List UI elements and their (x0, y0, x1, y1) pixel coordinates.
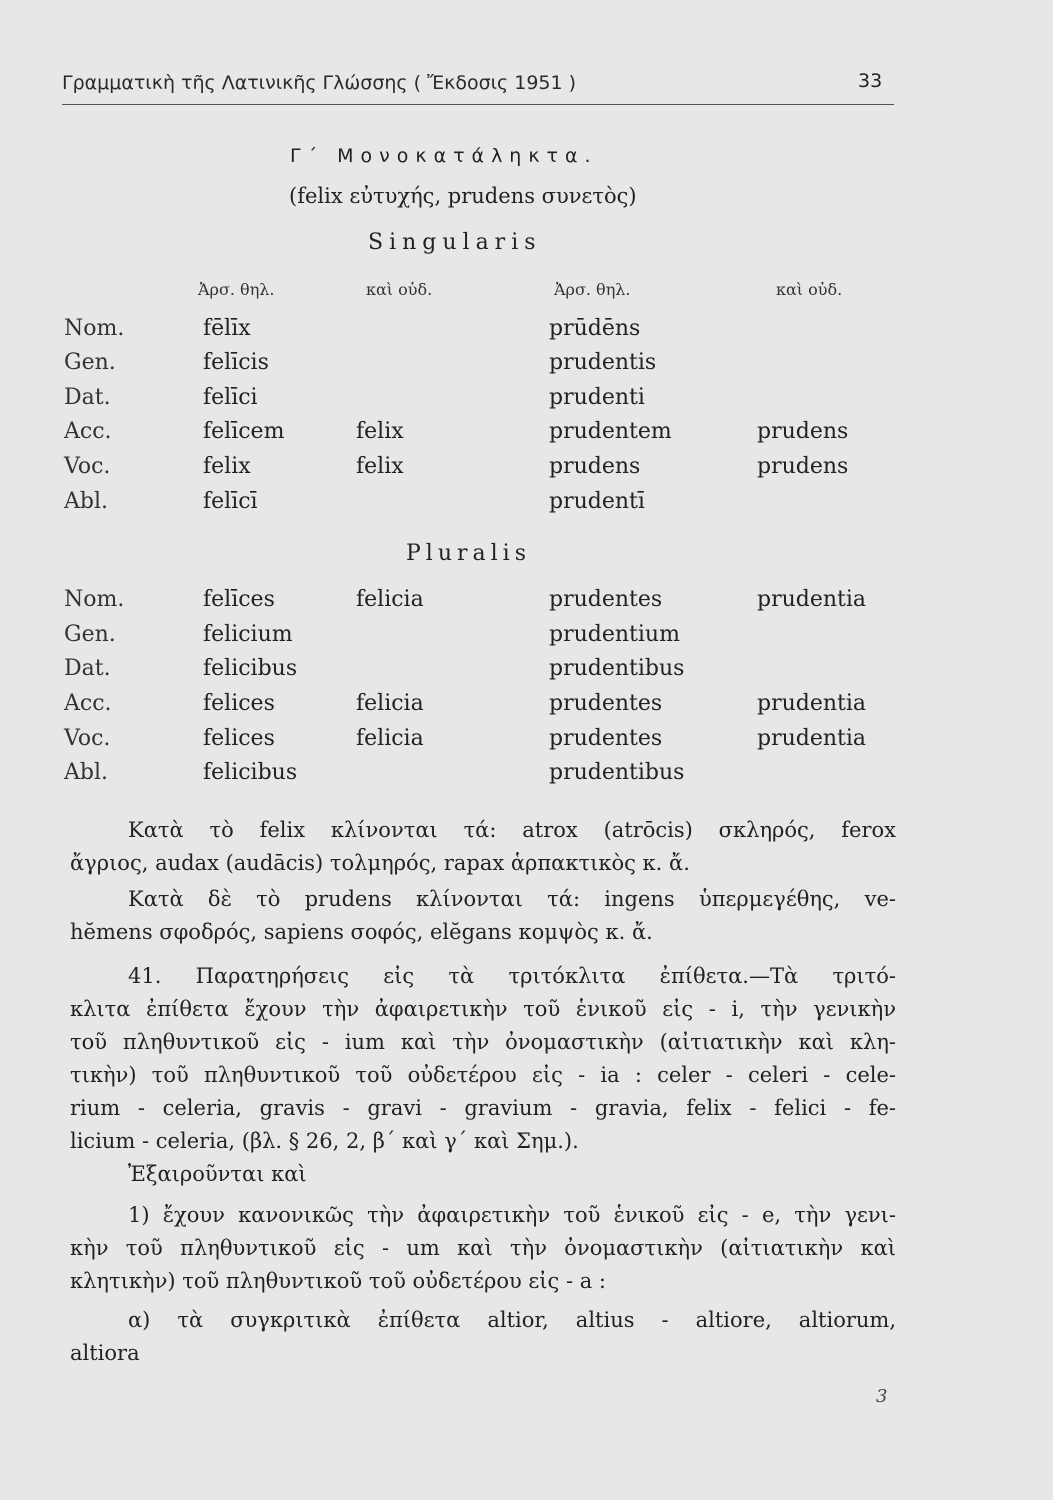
case-label: Gen. (64, 350, 116, 375)
case-label: Voc. (64, 726, 111, 751)
table-row (0, 691, 1053, 725)
felix-neuter-form: felix (356, 419, 404, 444)
case-label: Dat. (64, 385, 111, 410)
case-label: Abl. (64, 760, 108, 785)
case-label: Acc. (64, 419, 112, 444)
felix-form: felices (203, 691, 275, 716)
table-row (0, 656, 1053, 690)
text-line: Κατὰ τὸ felix κλίνονται τά: atrox (atrōcis) σκληρός, ferox (128, 818, 896, 842)
felix-form: felicibus (203, 760, 298, 785)
prudens-form: prudens (549, 454, 641, 479)
case-label: Acc. (64, 691, 112, 716)
felix-form: felīces (203, 587, 275, 612)
signature-mark: 3 (876, 1386, 888, 1407)
felix-neuter-form: felicia (356, 691, 424, 716)
table-row (0, 622, 1053, 656)
felix-form: felīcī (203, 489, 258, 514)
col-header-felix-n: καὶ οὐδ. (366, 280, 433, 299)
felix-neuter-form: felix (356, 454, 404, 479)
table-row (0, 419, 1053, 453)
felix-form: felicium (203, 622, 293, 647)
page-number: 33 (858, 70, 883, 92)
col-header-prudens-n: καὶ οὐδ. (776, 280, 843, 299)
prudens-form: prūdēns (549, 316, 641, 341)
text-line: Κατὰ δὲ τὸ prudens κλίνονται τά: ingens ὑπερμεγέθης, ve- (128, 887, 896, 911)
prudens-form: prudentes (549, 691, 663, 716)
prudens-neuter-form: prudens (757, 419, 849, 444)
text-line: altiora (70, 1341, 140, 1365)
prudens-neuter-form: prudentia (757, 587, 867, 612)
prudens-form: prudentium (549, 622, 680, 647)
note-felix (70, 814, 896, 880)
text-line: κλητικὴν) τοῦ πληθυντικοῦ τοῦ οὐδετέρου εἰς - a : (70, 1269, 606, 1293)
prudens-form: prudentī (549, 489, 645, 514)
felix-form: felicibus (203, 656, 298, 681)
prudens-neuter-form: prudentia (757, 726, 867, 751)
prudens-neuter-form: prudentia (757, 691, 867, 716)
paragraph-heading-line: 41. Παρατηρήσεις εἰς τὰ τριτόκλιτα ἐπίθετα.—Τὰ τριτό- (128, 964, 896, 988)
prudens-form: prudentibus (549, 656, 685, 681)
felix-form: felīcis (203, 350, 269, 375)
table-row (0, 489, 1053, 523)
prudens-neuter-form: prudens (757, 454, 849, 479)
running-header: Γραμματικὴ τῆς Λατινικῆς Γλώσσης ( Ἔκδοσις 1951 ) (62, 72, 577, 94)
case-label: Dat. (64, 656, 111, 681)
note-prudens (70, 883, 896, 949)
table-row (0, 350, 1053, 384)
table-row (0, 760, 1053, 794)
header-rule (62, 104, 894, 105)
paragraph-41 (70, 960, 896, 1370)
text-line: κὴν τοῦ πληθυντικοῦ εἰς - um καὶ τὴν ὀνομαστικὴν (αἰτιατικὴν καὶ (70, 1236, 896, 1260)
prudens-form: prudenti (549, 385, 645, 410)
section-subtitle: (felix εὐτυχής, prudens συνετὸς) (289, 184, 637, 208)
prudens-form: prudentes (549, 587, 663, 612)
text-line: licium - celeria, (βλ. § 26, 2, β΄ καὶ γ΄ καὶ Σημ.). (70, 1129, 579, 1153)
plural-label: Pluralis (406, 541, 532, 566)
text-line: τικὴν) τοῦ πληθυντικοῦ τοῦ οὐδετέρου εἰς - ia : celer - celeri - cele- (70, 1063, 896, 1087)
felix-form: felix (203, 454, 251, 479)
table-row (0, 726, 1053, 760)
text-line: τοῦ πληθυντικοῦ εἰς - ium καὶ τὴν ὀνομαστικὴν (αἰτιατικὴν καὶ κλη- (70, 1030, 896, 1054)
exception-intro: Ἐξαιροῦνται καὶ (128, 1162, 307, 1186)
table-row (0, 587, 1053, 621)
felix-neuter-form: felicia (356, 726, 424, 751)
text-line: α) τὰ συγκριτικὰ ἐπίθετα altior, altius - altiore, altiorum, (128, 1308, 896, 1332)
prudens-form: prudentem (549, 419, 672, 444)
table-row (0, 454, 1053, 488)
case-label: Voc. (64, 454, 111, 479)
text-line: ἄγριος, audax (audācis) τολμηρός, rapax ἁρπακτικὸς κ. ἄ. (70, 851, 690, 875)
prudens-form: prudentes (549, 726, 663, 751)
case-label: Abl. (64, 489, 108, 514)
section-title: Γ΄ Μονοκατάληκτα. (290, 145, 598, 167)
col-header-felix-mf: Ἀρσ. θηλ. (198, 280, 275, 299)
felix-form: fēlīx (203, 316, 251, 341)
case-label: Nom. (64, 316, 125, 341)
text-line: κλιτα ἐπίθετα ἔχουν τὴν ἀφαιρετικὴν τοῦ ἑνικοῦ εἰς - i, τὴν γενικὴν (70, 997, 896, 1021)
prudens-form: prudentibus (549, 760, 685, 785)
table-row (0, 385, 1053, 419)
felix-form: felīci (203, 385, 258, 410)
col-header-prudens-mf: Ἀρσ. θηλ. (554, 280, 631, 299)
prudens-form: prudentis (549, 350, 657, 375)
text-line: 1) ἔχουν κανονικῶς τὴν ἀφαιρετικὴν τοῦ ἑνικοῦ εἰς - e, τὴν γενι- (128, 1203, 896, 1227)
table-row (0, 316, 1053, 350)
felix-form: felices (203, 726, 275, 751)
case-label: Gen. (64, 622, 116, 647)
singular-label: Singularis (368, 230, 542, 255)
case-label: Nom. (64, 587, 125, 612)
text-line: hĕmens σφοδρός, sapiens σοφός, elĕgans κομψὸς κ. ἄ. (70, 920, 653, 944)
text-line: rium - celeria, gravis - gravi - gravium - gravia, felix - felici - fe- (70, 1096, 896, 1120)
felix-form: felīcem (203, 419, 285, 444)
felix-neuter-form: felicia (356, 587, 424, 612)
